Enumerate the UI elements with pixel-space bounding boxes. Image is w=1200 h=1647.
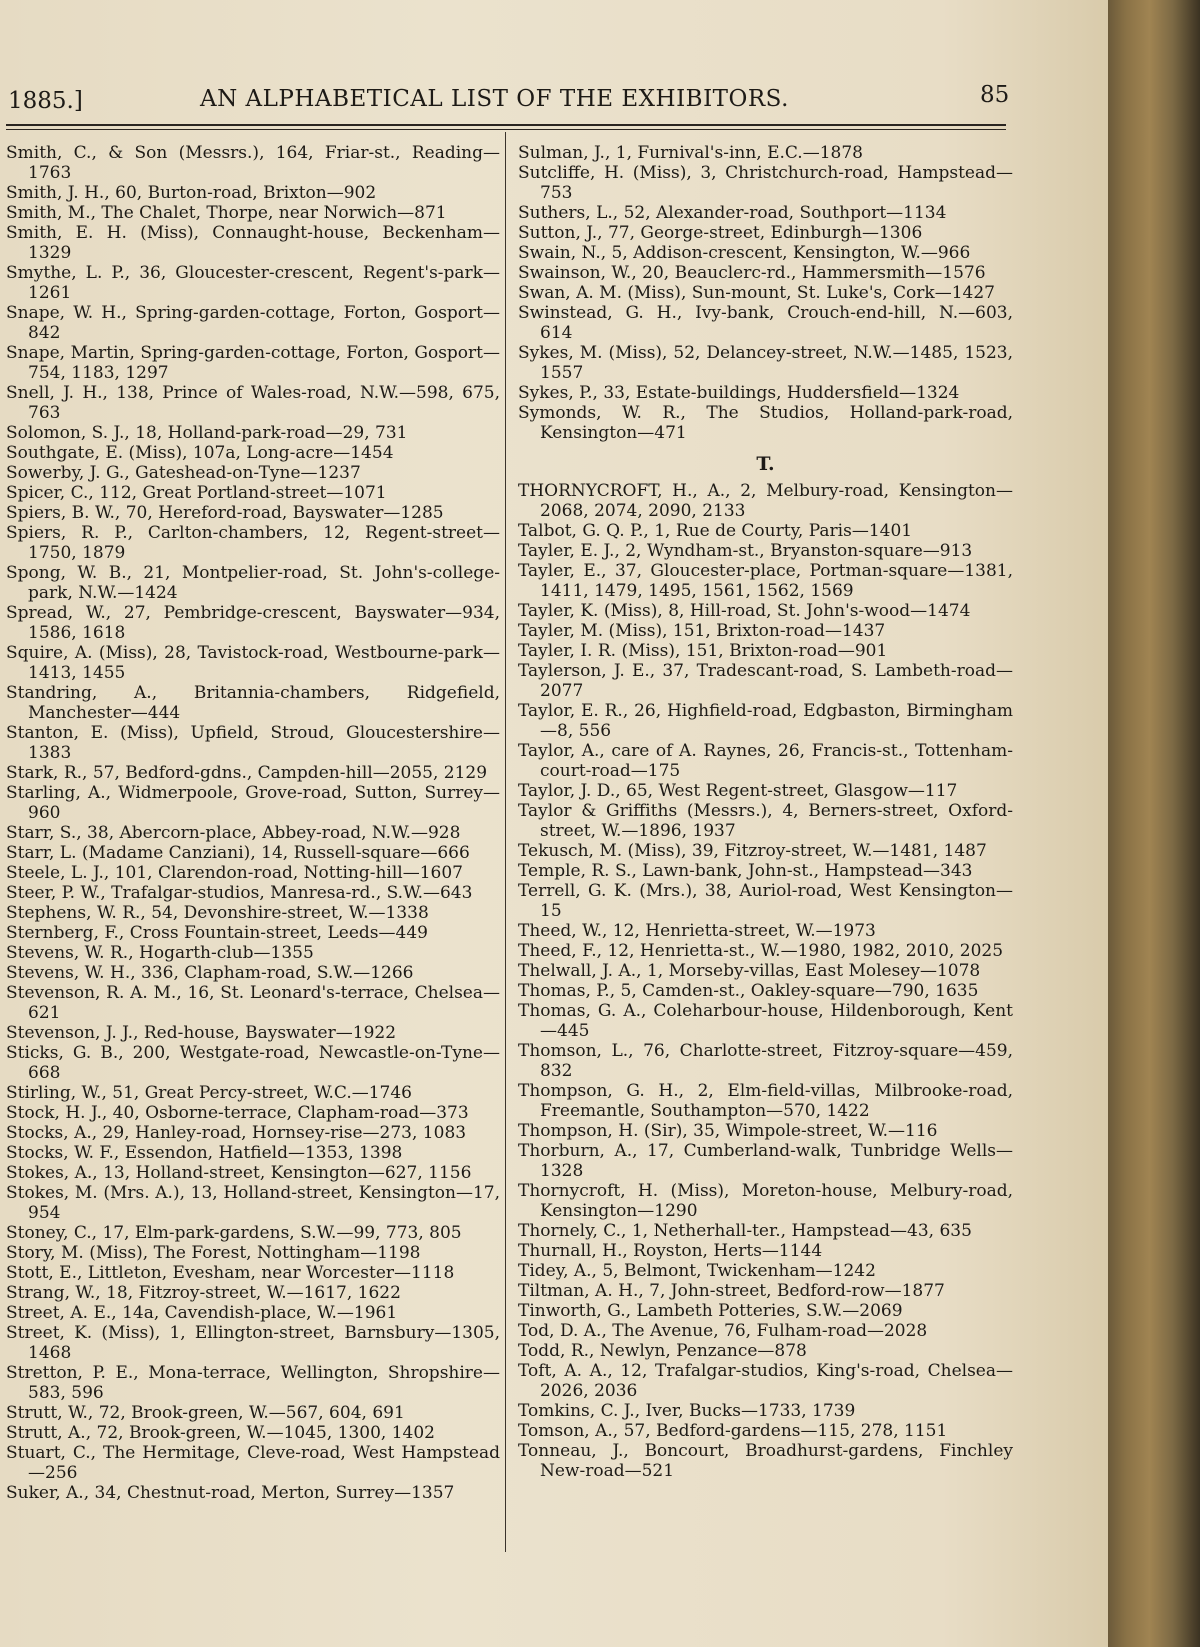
- exhibitor-entry: Standring, A., Britannia-chambers, Ridgefield, Manchester—444: [6, 683, 500, 723]
- exhibitor-entry: Thornely, C., 1, Netherhall-ter., Hampstead—43, 635: [518, 1221, 972, 1241]
- exhibitor-entry: Taylor, A., care of A. Raynes, 26, Francis-st., Tottenham-court-road—175: [518, 741, 1013, 781]
- exhibitor-entry: Suthers, L., 52, Alexander-road, Southport—1134: [518, 203, 947, 223]
- exhibitor-entry: Smith, E. H. (Miss), Connaught-house, Beckenham—1329: [6, 223, 500, 263]
- header-title: AN ALPHABETICAL LIST OF THE EXHIBITORS.: [200, 86, 789, 112]
- exhibitor-entry: Theed, F., 12, Henrietta-st., W.—1980, 1982, 2010, 2025: [518, 941, 1004, 961]
- exhibitor-entry: Stokes, M. (Mrs. A.), 13, Holland-street, Kensington—17, 954: [6, 1183, 500, 1223]
- exhibitor-entry: Thompson, H. (Sir), 35, Wimpole-street, W.—116: [518, 1121, 938, 1141]
- exhibitor-entry: Theed, W., 12, Henrietta-street, W.—1973: [518, 921, 876, 941]
- exhibitor-entry: Sulman, J., 1, Furnival's-inn, E.C.—1878: [518, 143, 863, 163]
- exhibitor-entry: Stott, E., Littleton, Evesham, near Worcester—1118: [6, 1263, 455, 1283]
- exhibitor-entry: Street, A. E., 14a, Cavendish-place, W.—1961: [6, 1303, 398, 1323]
- exhibitor-entry: Stocks, W. F., Essendon, Hatfield—1353, 1398: [6, 1143, 403, 1163]
- exhibitor-entry: Stevenson, R. A. M., 16, St. Leonard's-terrace, Chelsea—621: [6, 983, 500, 1023]
- exhibitor-entry: Thornycroft, H. (Miss), Moreton-house, Melbury-road, Kensington—1290: [518, 1181, 1013, 1221]
- exhibitor-entry: Sutcliffe, H. (Miss), 3, Christchurch-road, Hampstead—753: [518, 163, 1013, 203]
- exhibitor-entry: Terrell, G. K. (Mrs.), 38, Auriol-road, West Kensington—15: [518, 881, 1013, 921]
- page-number: 85: [980, 82, 1010, 108]
- exhibitor-entry: Strutt, W., 72, Brook-green, W.—567, 604, 691: [6, 1403, 405, 1423]
- exhibitor-entry: Stanton, E. (Miss), Upfield, Stroud, Gloucestershire—1383: [6, 723, 500, 763]
- right-column: [518, 143, 1013, 1481]
- exhibitor-entry: Swain, N., 5, Addison-crescent, Kensington, W.—966: [518, 243, 971, 263]
- exhibitor-entry: Starling, A., Widmerpoole, Grove-road, Sutton, Surrey—960: [6, 783, 500, 823]
- exhibitor-entry: Sowerby, J. G., Gateshead-on-Tyne—1237: [6, 463, 361, 483]
- exhibitor-entry: Starr, S., 38, Abercorn-place, Abbey-road, N.W.—928: [6, 823, 461, 843]
- exhibitor-entry: Thompson, G. H., 2, Elm-field-villas, Milbrooke-road, Freemantle, Southampton—570, 1422: [518, 1081, 1013, 1121]
- exhibitor-entry: Swinstead, G. H., Ivy-bank, Crouch-end-hill, N.—603, 614: [518, 303, 1013, 343]
- exhibitor-entry: Symonds, W. R., The Studios, Holland-park-road, Kensington—471: [518, 403, 1013, 443]
- exhibitor-entry: Tonneau, J., Boncourt, Broadhurst-gardens, Finchley New-road—521: [518, 1441, 1013, 1481]
- exhibitor-entry: Sutton, J., 77, George-street, Edinburgh—1306: [518, 223, 923, 243]
- exhibitor-entry: Southgate, E. (Miss), 107a, Long-acre—1454: [6, 443, 394, 463]
- exhibitor-entry: Todd, R., Newlyn, Penzance—878: [518, 1341, 807, 1361]
- exhibitor-entry: Suker, A., 34, Chestnut-road, Merton, Surrey—1357: [6, 1483, 455, 1503]
- exhibitor-entry: Thomas, P., 5, Camden-st., Oakley-square—790, 1635: [518, 981, 979, 1001]
- left-column: [6, 143, 500, 1503]
- exhibitor-entry: Smith, C., & Son (Messrs.), 164, Friar-st., Reading—1763: [6, 143, 500, 183]
- exhibitor-entry: Steele, L. J., 101, Clarendon-road, Notting-hill—1607: [6, 863, 463, 883]
- exhibitor-entry: Sykes, P., 33, Estate-buildings, Huddersfield—1324: [518, 383, 960, 403]
- exhibitor-entry: Spicer, C., 112, Great Portland-street—1071: [6, 483, 387, 503]
- exhibitor-entry: Tinworth, G., Lambeth Potteries, S.W.—2069: [518, 1301, 903, 1321]
- exhibitor-entry: Solomon, S. J., 18, Holland-park-road—29, 731: [6, 423, 408, 443]
- exhibitor-entry: Strutt, A., 72, Brook-green, W.—1045, 1300, 1402: [6, 1423, 435, 1443]
- exhibitor-entry: Tiltman, A. H., 7, John-street, Bedford-row—1877: [518, 1281, 945, 1301]
- exhibitor-entry: Taylor & Griffiths (Messrs.), 4, Berners-street, Oxford-street, W.—1896, 1937: [518, 801, 1013, 841]
- section-letter-t: T.: [756, 453, 775, 475]
- column-divider: [505, 132, 506, 1552]
- exhibitor-entry: Stevenson, J. J., Red-house, Bayswater—1922: [6, 1023, 397, 1043]
- exhibitor-entry: Stark, R., 57, Bedford-gdns., Campden-hill—2055, 2129: [6, 763, 488, 783]
- exhibitor-entry: Tayler, E., 37, Gloucester-place, Portman-square—1381, 1411, 1479, 1495, 1561, 1562, 1569: [518, 561, 1013, 601]
- page-header: [0, 70, 1108, 130]
- exhibitor-entry: Spiers, B. W., 70, Hereford-road, Bayswater—1285: [6, 503, 444, 523]
- exhibitor-entry: Stock, H. J., 40, Osborne-terrace, Clapham-road—373: [6, 1103, 469, 1123]
- exhibitor-entry: Taylor, J. D., 65, West Regent-street, Glasgow—117: [518, 781, 958, 801]
- s-entries-list: [518, 143, 1013, 443]
- book-spine: [1108, 0, 1200, 1647]
- exhibitor-entry: Strang, W., 18, Fitzroy-street, W.—1617, 1622: [6, 1283, 401, 1303]
- exhibitor-entry: Street, K. (Miss), 1, Ellington-street, Barnsbury—1305, 1468: [6, 1323, 500, 1363]
- exhibitor-entry: Spiers, R. P., Carlton-chambers, 12, Regent-street—1750, 1879: [6, 523, 500, 563]
- exhibitor-entry: Stevens, W. H., 336, Clapham-road, S.W.—1266: [6, 963, 414, 983]
- exhibitor-entry: Tod, D. A., The Avenue, 76, Fulham-road—2028: [518, 1321, 928, 1341]
- exhibitor-entry: Stirling, W., 51, Great Percy-street, W.C.—1746: [6, 1083, 412, 1103]
- t-entries-list: [518, 481, 1013, 1481]
- exhibitor-entry: THORNYCROFT, H., A., 2, Melbury-road, Kensington—2068, 2074, 2090, 2133: [518, 481, 1013, 521]
- exhibitor-entry: Talbot, G. Q. P., 1, Rue de Courty, Paris—1401: [518, 521, 913, 541]
- exhibitor-entry: Stuart, C., The Hermitage, Cleve-road, West Hampstead—256: [6, 1443, 500, 1483]
- exhibitor-entry: Smith, M., The Chalet, Thorpe, near Norwich—871: [6, 203, 447, 223]
- exhibitor-entry: Tayler, E. J., 2, Wyndham-st., Bryanston-square—913: [518, 541, 973, 561]
- exhibitor-entry: Swan, A. M. (Miss), Sun-mount, St. Luke's, Cork—1427: [518, 283, 995, 303]
- exhibitor-entry: Spread, W., 27, Pembridge-crescent, Bayswater—934, 1586, 1618: [6, 603, 500, 643]
- exhibitor-entry: Tekusch, M. (Miss), 39, Fitzroy-street, W.—1481, 1487: [518, 841, 987, 861]
- exhibitor-entry: Stocks, A., 29, Hanley-road, Hornsey-rise—273, 1083: [6, 1123, 467, 1143]
- exhibitor-entry: Stokes, A., 13, Holland-street, Kensington—627, 1156: [6, 1163, 472, 1183]
- exhibitor-entry: Thurnall, H., Royston, Herts—1144: [518, 1241, 823, 1261]
- exhibitor-entry: Thorburn, A., 17, Cumberland-walk, Tunbridge Wells—1328: [518, 1141, 1013, 1181]
- exhibitor-entry: Stephens, W. R., 54, Devonshire-street, W.—1338: [6, 903, 429, 923]
- exhibitor-entry: Snape, Martin, Spring-garden-cottage, Forton, Gosport—754, 1183, 1297: [6, 343, 500, 383]
- exhibitor-entry: Story, M. (Miss), The Forest, Nottingham—1198: [6, 1243, 421, 1263]
- exhibitor-entry: Thomas, G. A., Coleharbour-house, Hildenborough, Kent—445: [518, 1001, 1013, 1041]
- exhibitor-entry: Thelwall, J. A., 1, Morseby-villas, East Molesey—1078: [518, 961, 981, 981]
- exhibitor-entry: Thomson, L., 76, Charlotte-street, Fitzroy-square—459, 832: [518, 1041, 1013, 1081]
- exhibitor-entry: Stoney, C., 17, Elm-park-gardens, S.W.—99, 773, 805: [6, 1223, 462, 1243]
- exhibitor-entry: Toft, A. A., 12, Trafalgar-studios, King's-road, Chelsea—2026, 2036: [518, 1361, 1013, 1401]
- exhibitor-entry: Taylor, E. R., 26, Highfield-road, Edgbaston, Birmingham—8, 556: [518, 701, 1013, 741]
- exhibitor-entry: Snell, J. H., 138, Prince of Wales-road, N.W.—598, 675, 763: [6, 383, 500, 423]
- exhibitor-entry: Snape, W. H., Spring-garden-cottage, Forton, Gosport—842: [6, 303, 500, 343]
- exhibitor-entry: Steer, P. W., Trafalgar-studios, Manresa-rd., S.W.—643: [6, 883, 473, 903]
- exhibitor-entry: Sticks, G. B., 200, Westgate-road, Newcastle-on-Tyne—668: [6, 1043, 500, 1083]
- exhibitor-entry: Sykes, M. (Miss), 52, Delancey-street, N.W.—1485, 1523, 1557: [518, 343, 1013, 383]
- exhibitor-entry: Spong, W. B., 21, Montpelier-road, St. John's-college-park, N.W.—1424: [6, 563, 500, 603]
- exhibitor-entry: Temple, R. S., Lawn-bank, John-st., Hampstead—343: [518, 861, 973, 881]
- header-year: 1885.]: [8, 88, 83, 114]
- exhibitor-entry: Starr, L. (Madame Canziani), 14, Russell-square—666: [6, 843, 470, 863]
- exhibitor-entry: Smythe, L. P., 36, Gloucester-crescent, Regent's-park—1261: [6, 263, 500, 303]
- exhibitor-entry: Sternberg, F., Cross Fountain-street, Leeds—449: [6, 923, 428, 943]
- exhibitor-entry: Swainson, W., 20, Beauclerc-rd., Hammersmith—1576: [518, 263, 986, 283]
- exhibitor-entry: Tayler, I. R. (Miss), 151, Brixton-road—901: [518, 641, 888, 661]
- exhibitor-entry: Tayler, K. (Miss), 8, Hill-road, St. John's-wood—1474: [518, 601, 971, 621]
- exhibitor-entry: Taylerson, J. E., 37, Tradescant-road, S. Lambeth-road—2077: [518, 661, 1013, 701]
- exhibitor-entry: Stevens, W. R., Hogarth-club—1355: [6, 943, 314, 963]
- exhibitor-entry: Tayler, M. (Miss), 151, Brixton-road—1437: [518, 621, 886, 641]
- header-rule-thick: [6, 124, 1006, 126]
- exhibitor-entry: Tomson, A., 57, Bedford-gardens—115, 278, 1151: [518, 1421, 948, 1441]
- exhibitor-entry: Smith, J. H., 60, Burton-road, Brixton—902: [6, 183, 377, 203]
- exhibitor-entry: Squire, A. (Miss), 28, Tavistock-road, Westbourne-park—1413, 1455: [6, 643, 500, 683]
- exhibitor-entry: Stretton, P. E., Mona-terrace, Wellington, Shropshire—583, 596: [6, 1363, 500, 1403]
- exhibitor-entry: Tomkins, C. J., Iver, Bucks—1733, 1739: [518, 1401, 856, 1421]
- header-rule-thin: [6, 129, 1006, 130]
- exhibitor-entry: Tidey, A., 5, Belmont, Twickenham—1242: [518, 1261, 876, 1281]
